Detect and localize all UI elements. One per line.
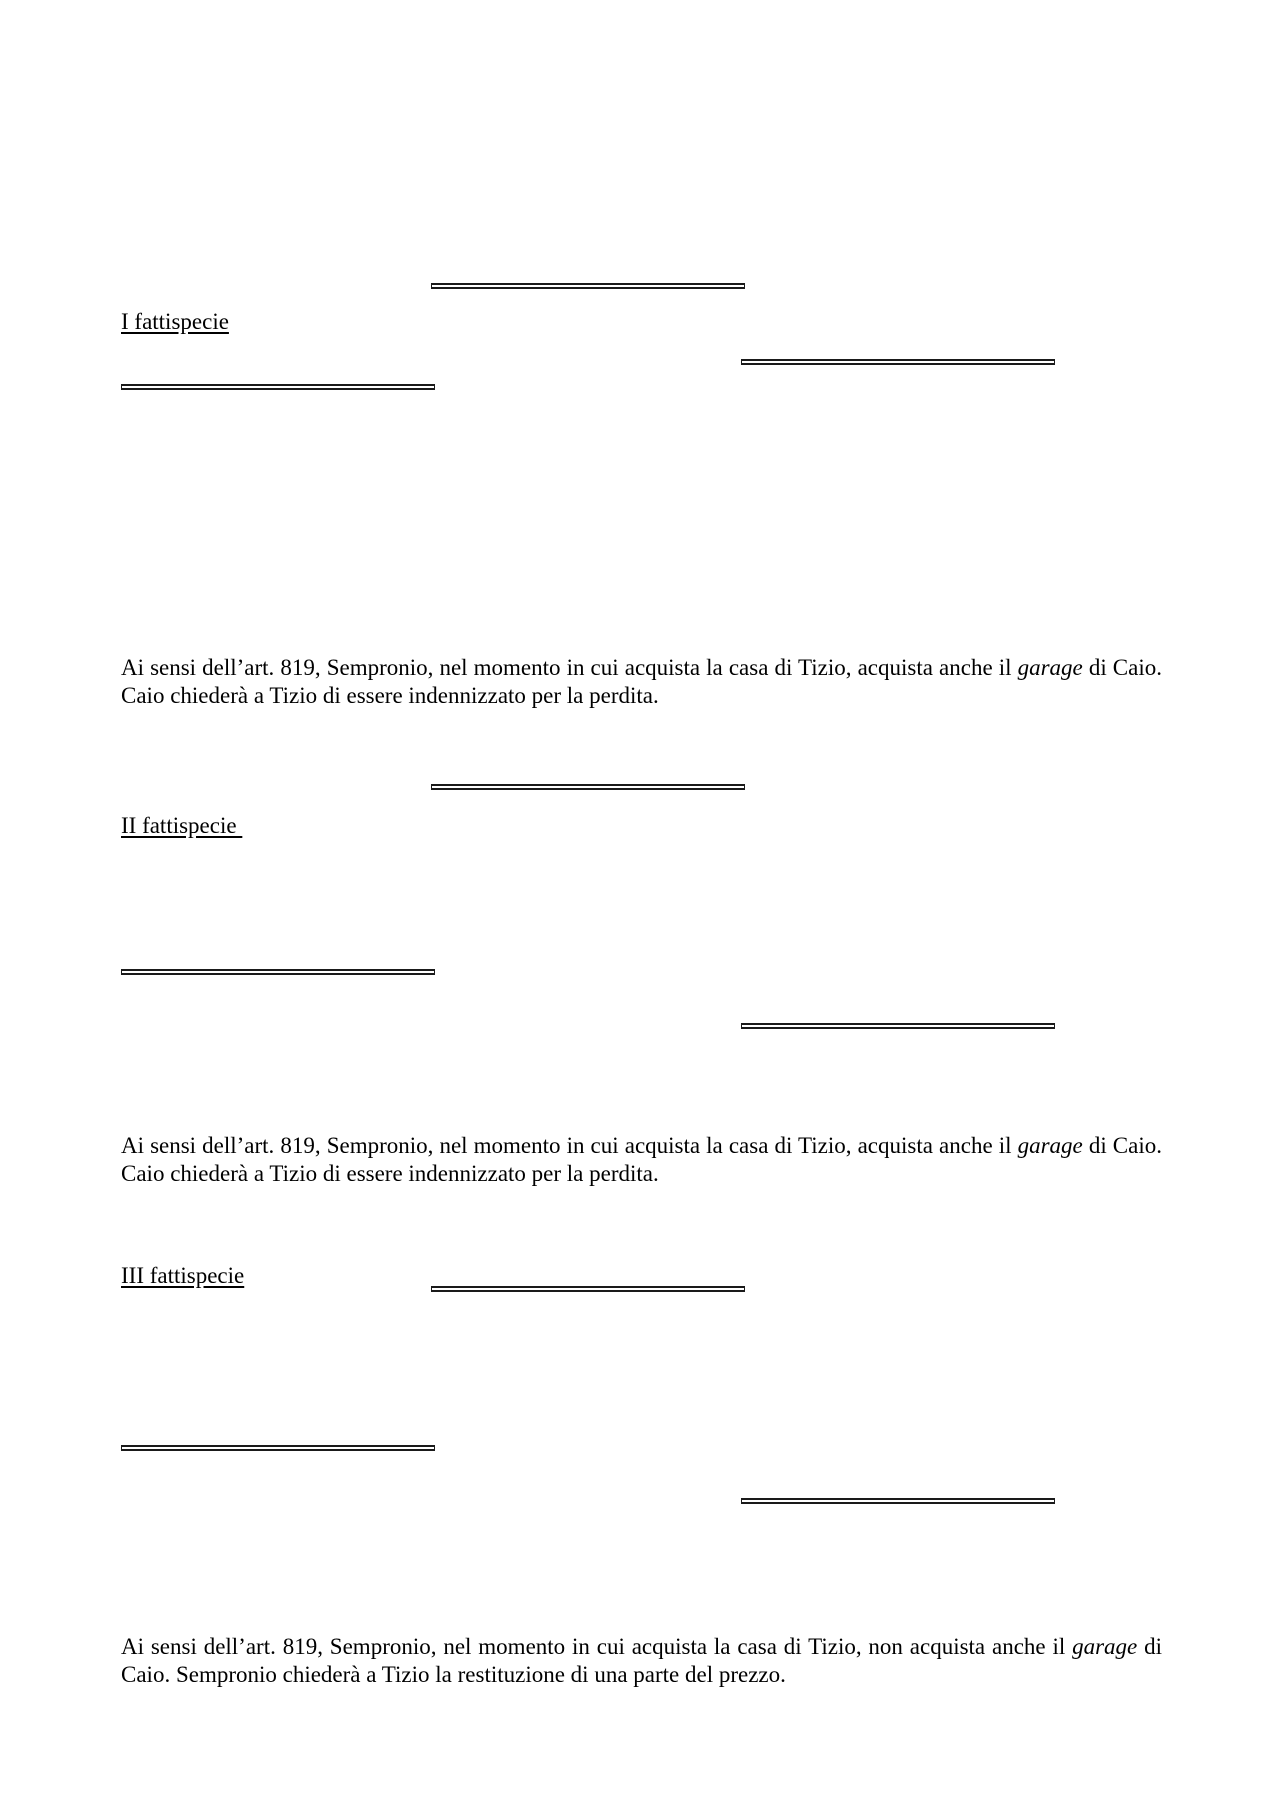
double-line-bar — [431, 283, 745, 289]
double-line-bar — [121, 384, 435, 390]
double-line-bar — [741, 359, 1055, 365]
section-heading-3: III fattispecie — [121, 1263, 245, 1288]
double-line-bar — [121, 969, 435, 975]
paragraph-text: Ai sensi dell’art. 819, Sempronio, nel momento in cui acquista la casa di Tizio, acquista anche il — [121, 655, 1018, 680]
double-line-bar — [741, 1023, 1055, 1029]
paragraph-emphasis: garage — [1072, 1634, 1138, 1659]
paragraph-text: di Caio. Caio chiederà a Tizio di essere indennizzato per la perdita. — [121, 1133, 1162, 1186]
paragraph-1 — [121, 654, 1162, 710]
paragraph-2 — [121, 1132, 1162, 1188]
double-line-bar — [431, 1286, 745, 1292]
paragraph-emphasis: garage — [1017, 655, 1083, 680]
section-heading-2: II fattispecie — [121, 813, 243, 838]
paragraph-text: Ai sensi dell’art. 819, Sempronio, nel momento in cui acquista la casa di Tizio, non acquista anche il — [121, 1634, 1073, 1659]
paragraph-3 — [121, 1633, 1162, 1689]
double-line-bar — [431, 784, 745, 790]
double-line-bar — [741, 1498, 1055, 1504]
paragraph-text: di Caio. Caio chiederà a Tizio di essere indennizzato per la perdita. — [121, 655, 1162, 708]
paragraph-text: Ai sensi dell’art. 819, Sempronio, nel momento in cui acquista la casa di Tizio, acquista anche il — [121, 1133, 1018, 1158]
section-heading-1: I fattispecie — [121, 309, 229, 334]
paragraph-emphasis: garage — [1017, 1133, 1083, 1158]
double-line-bar — [121, 1445, 435, 1451]
paragraph-text: di Caio. Sempronio chiederà a Tizio la restituzione di una parte del prezzo. — [121, 1634, 1163, 1687]
